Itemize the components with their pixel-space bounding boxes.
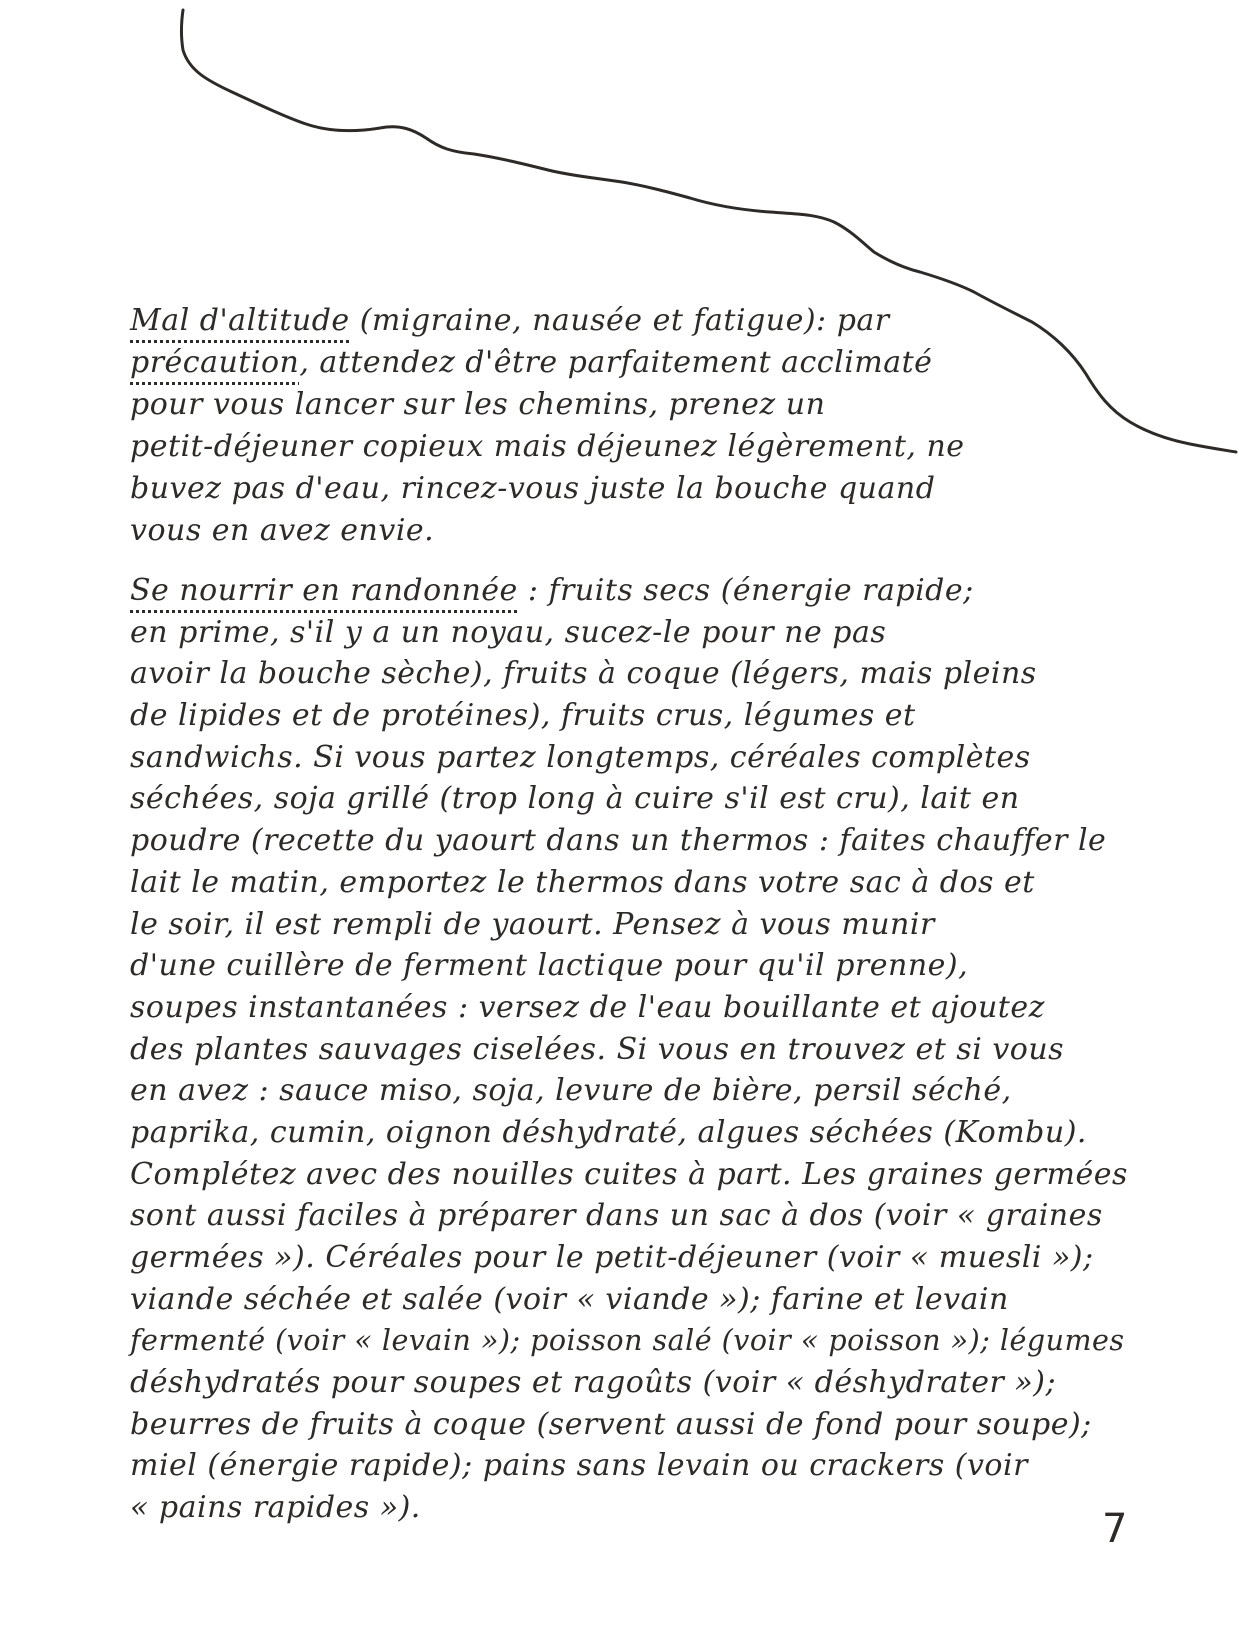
hiking-food-heading: Se nourrir en randonnée bbox=[130, 573, 518, 608]
paragraph-line bbox=[130, 342, 1130, 384]
paragraph-line: pour vous lancer sur les chemins, prenez un bbox=[130, 387, 826, 422]
paragraph-line: paprika, cumin, oignon déshydraté, algues séchées (Kombu). bbox=[130, 1114, 1087, 1150]
paragraph-text: , attendez d'être parfaitement acclimaté bbox=[299, 345, 933, 380]
paragraph-line: en avez : sauce miso, soja, levure de bière, persil séché, bbox=[130, 1073, 1012, 1109]
paragraph-line: beurres de fruits à coque (servent aussi de fond pour soupe); bbox=[130, 1406, 1092, 1442]
paragraph-line: de lipides et de protéines), fruits crus, légumes et bbox=[130, 698, 916, 734]
paragraph-text: (migraine, nausée et fatigue): par bbox=[349, 303, 890, 338]
paragraph-line: déshydratés pour soupes et ragoûts (voir « déshydrater »); bbox=[130, 1365, 1057, 1401]
paragraph-line: poudre (recette du yaourt dans un thermos : faites chauffer le bbox=[130, 823, 1107, 859]
paragraph-line: fermenté (voir « levain »); poisson salé (voir « poisson »); légumes bbox=[130, 1324, 1125, 1358]
paragraph-line: lait le matin, emportez le thermos dans votre sac à dos et bbox=[130, 864, 1035, 900]
paragraph-line: germées »). Céréales pour le petit-déjeuner (voir « muesli »); bbox=[130, 1240, 1094, 1275]
paragraph-line: miel (énergie rapide); pains sans levain ou crackers (voir bbox=[130, 1448, 1028, 1484]
paragraph-line: buvez pas d'eau, rincez-vous juste la bouche quand bbox=[130, 471, 936, 506]
paragraph-line: soupes instantanées : versez de l'eau bouillante et ajoutez bbox=[130, 989, 1045, 1025]
hiking-food-paragraph bbox=[130, 570, 1130, 1529]
altitude-heading: Mal d'altitude bbox=[130, 303, 350, 338]
paragraph-line bbox=[130, 300, 1130, 342]
paragraph-line: sont aussi faciles à préparer dans un sac à dos (voir « graines bbox=[130, 1198, 1103, 1234]
paragraph-line: viande séchée et salée (voir « viande »); farine et levain bbox=[130, 1281, 1009, 1317]
paragraph-line: le soir, il est rempli de yaourt. Pensez à vous munir bbox=[130, 906, 935, 942]
paragraph-line: « pains rapides »). bbox=[130, 1490, 421, 1526]
paragraph-text: : fruits secs (énergie rapide; bbox=[517, 573, 974, 608]
paragraph-line: séchées, soja grillé (trop long à cuire s'il est cru), lait en bbox=[130, 781, 1020, 817]
paragraph-line: d'une cuillère de ferment lactique pour qu'il prenne), bbox=[130, 948, 969, 984]
paragraph-line: des plantes sauvages ciselées. Si vous en trouvez et si vous bbox=[130, 1031, 1065, 1067]
paragraph-line bbox=[130, 570, 1130, 612]
paragraph-line: sandwichs. Si vous partez longtemps, céréales complètes bbox=[130, 739, 1031, 775]
precaution-heading: précaution bbox=[130, 345, 300, 380]
page-number: 7 bbox=[1102, 1506, 1128, 1552]
altitude-paragraph bbox=[130, 300, 1130, 552]
paragraph-line: petit-déjeuner copieux mais déjeunez légèrement, ne bbox=[130, 429, 965, 464]
paragraph-line: vous en avez envie. bbox=[130, 513, 435, 548]
paragraph-line: Complétez avec des nouilles cuites à part. Les graines germées bbox=[130, 1156, 1128, 1192]
paragraph-line: avoir la bouche sèche), fruits à coque (légers, mais pleins bbox=[130, 656, 1037, 692]
paragraph-line: en prime, s'il y a un noyau, sucez-le pour ne pas bbox=[130, 614, 887, 650]
